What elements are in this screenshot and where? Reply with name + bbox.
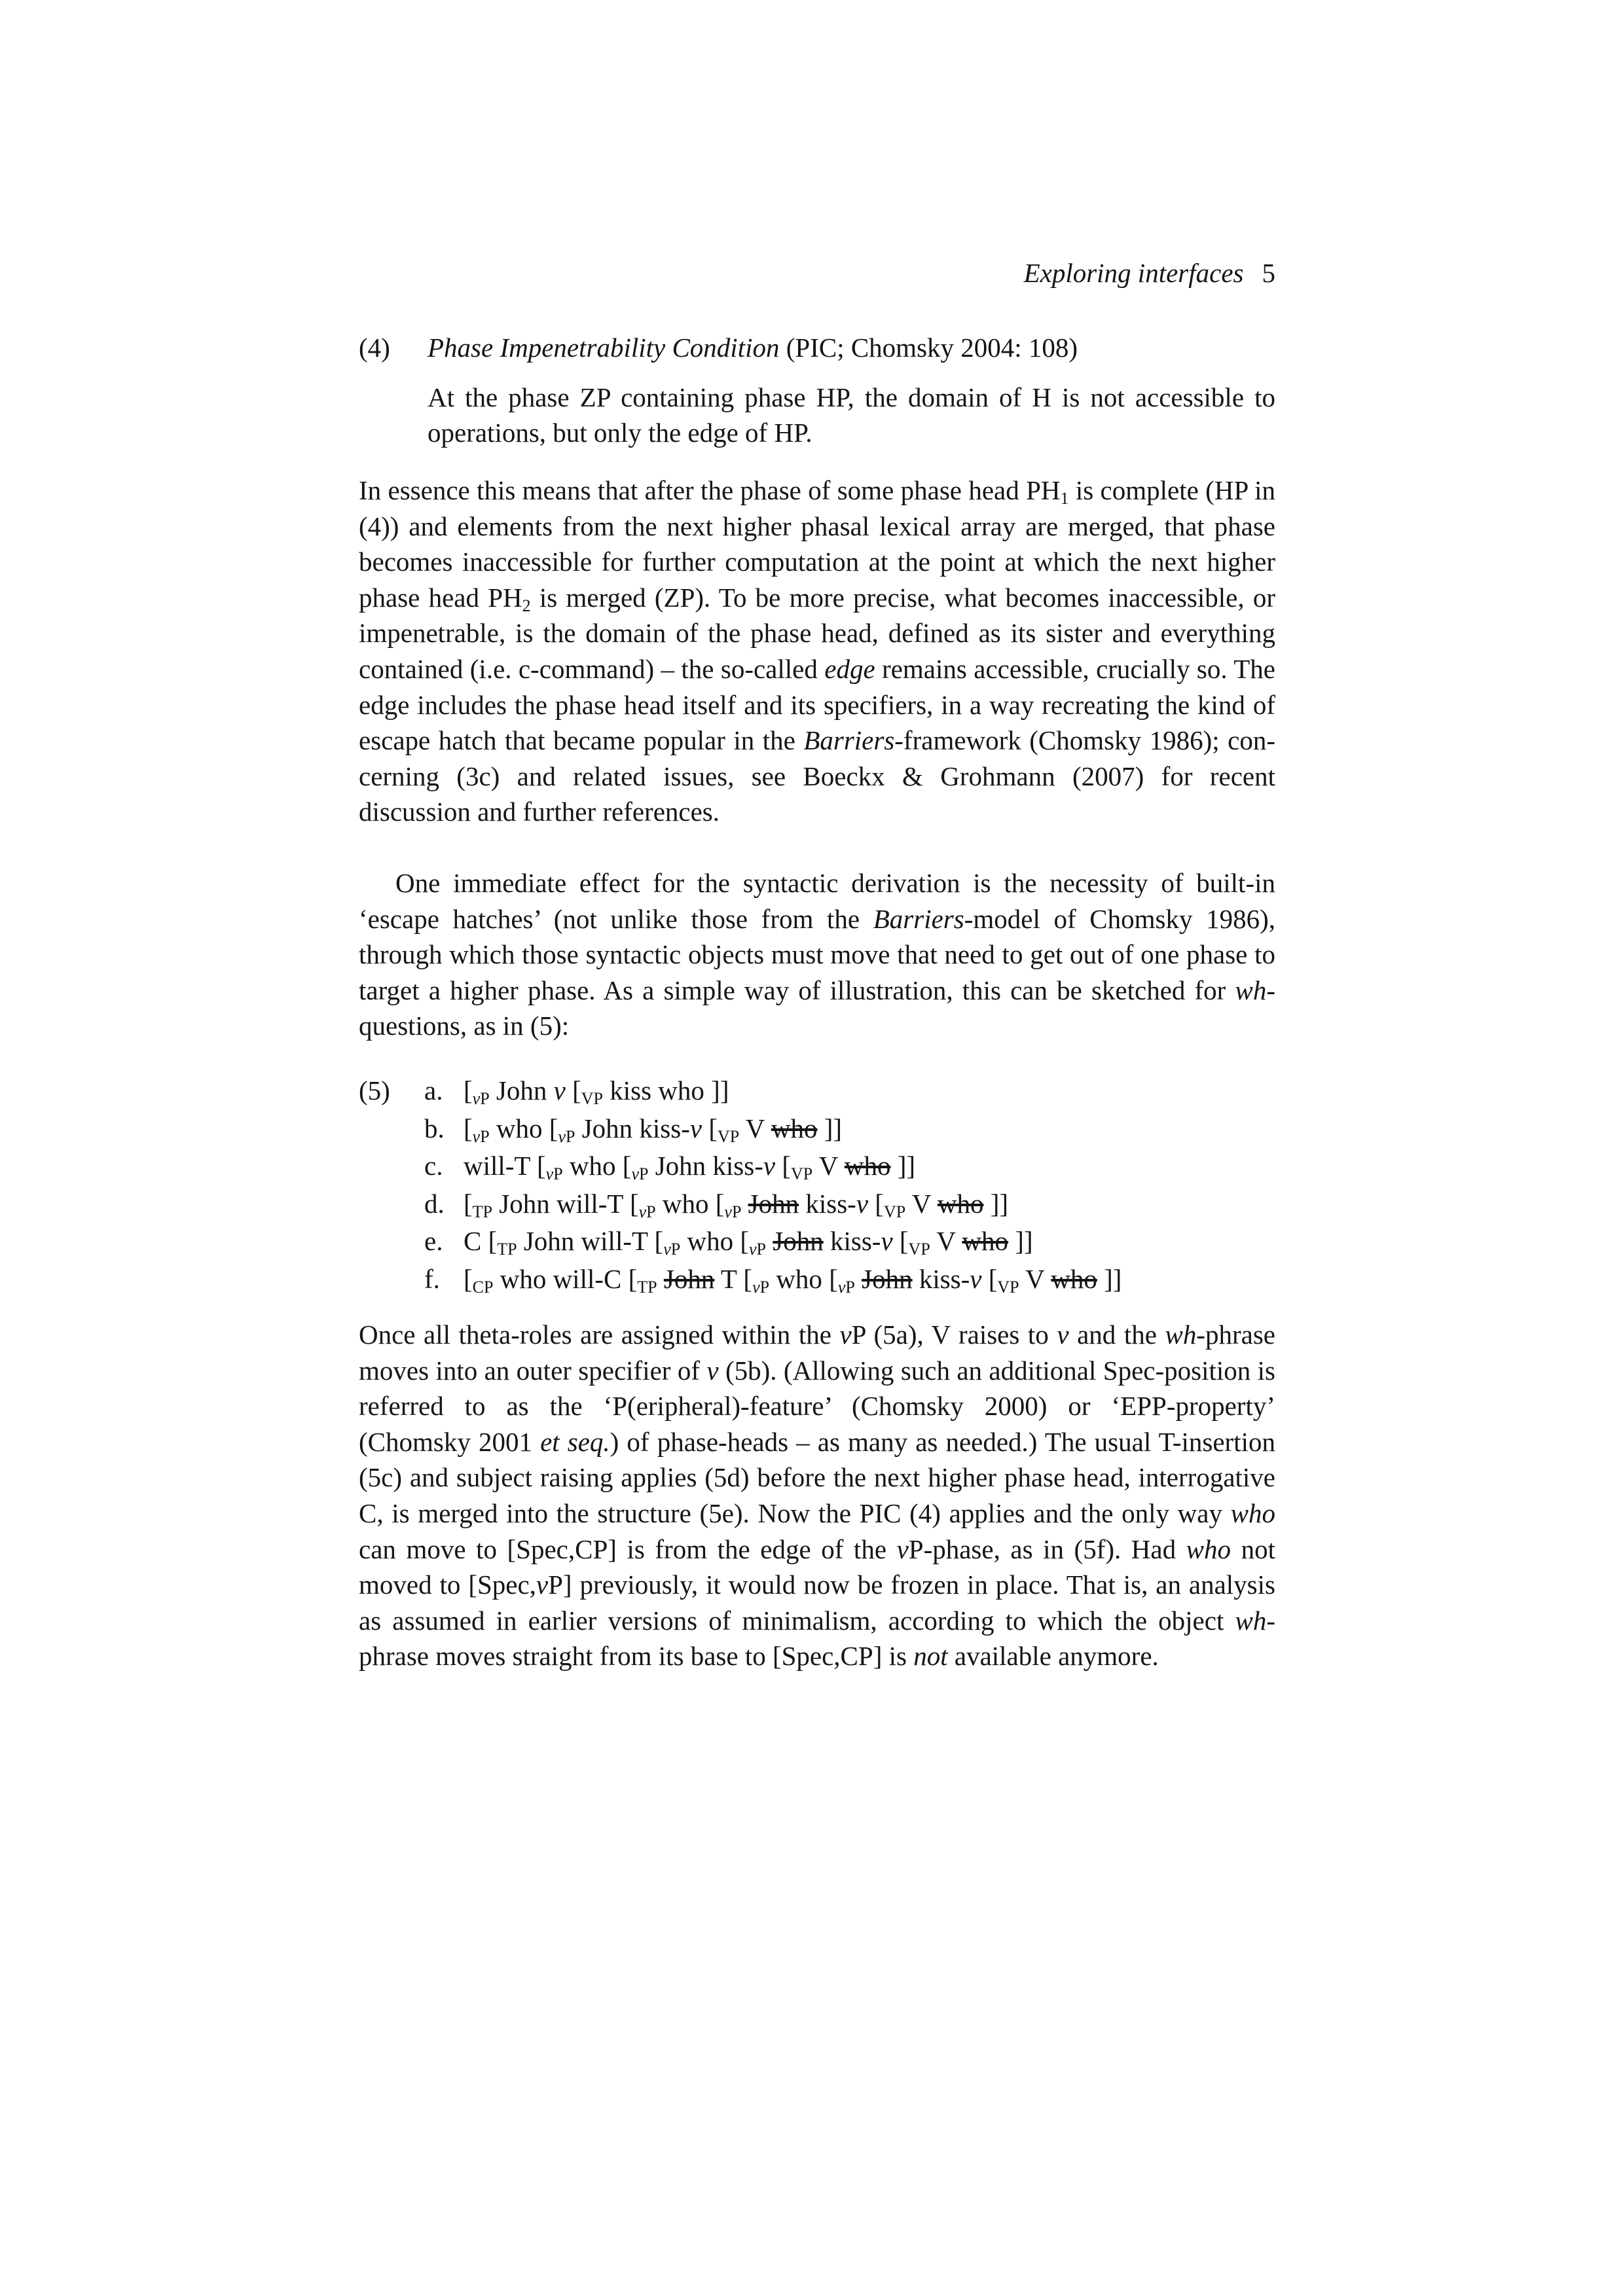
- item-text: [$_{TP}$ John will-T [$_{vP}$ who [$_{vP}$ John kiss-v [$_{VP}$ V who ]]: [464, 1188, 1009, 1221]
- deleted-copy: John: [663, 1263, 715, 1294]
- example-heading: [428, 330, 1275, 365]
- example-5-items: [424, 1072, 1275, 1299]
- word: v: [970, 1263, 982, 1294]
- emphasis: wh: [1235, 1605, 1267, 1636]
- word: John will-T: [523, 1226, 648, 1257]
- deleted-copy: who: [1051, 1263, 1097, 1294]
- word: kiss who ]]: [610, 1075, 729, 1105]
- text-run: available anymore.: [947, 1641, 1159, 1672]
- emphasis: v: [896, 1534, 909, 1564]
- paragraph-2: [359, 865, 1275, 1044]
- label-vp: VP: [581, 1089, 603, 1108]
- label-v: v: [472, 1126, 481, 1146]
- emphasis: v: [536, 1570, 549, 1600]
- word: kiss-: [830, 1226, 881, 1257]
- text-run: is merged (ZP). To be more precise, what becomes inaccessible, or impenetrable, is the domain of the phase head, defined as its sister and everything contained (i.e. c-command) – the so-called: [359, 582, 1275, 684]
- word: John kiss-: [581, 1113, 690, 1143]
- label-vp: VP: [790, 1164, 813, 1184]
- item-text: C [$_{TP}$ John will-T [$_{vP}$ who [$_{vP}$ John kiss-v [$_{VP}$ V who ]]: [464, 1226, 1033, 1259]
- word: v: [553, 1075, 566, 1105]
- word: ]]: [1104, 1263, 1122, 1294]
- text-run: ) of phase-heads – as many as needed.) The usual T-insertion (5c) and subject raising applies (5d) before the next higher phase head, interrogative C, is merged into the structure (5e). Now the PIC (4) applies and the only way: [359, 1426, 1275, 1528]
- principle-source: (PIC; Chomsky 2004: 108): [779, 332, 1078, 363]
- word: who: [776, 1263, 822, 1294]
- text-run: P-phase, as in (5f). Had: [908, 1534, 1186, 1564]
- text-run: P] previously, it would now be frozen in place. That is, an analysis as assumed in earlier versions of minimalism, according to which the object: [359, 1570, 1275, 1636]
- text-run: -model of Chomsky 1986), through which those syntactic objects must move that need to get out of one phase to target a higher phase. As a simple way of illustration, this can be sketched for: [359, 903, 1276, 1005]
- word: ]]: [897, 1151, 916, 1181]
- text-run: -phrase moves into an outer specifier of: [359, 1319, 1275, 1386]
- label-v: v: [748, 1240, 757, 1259]
- example-number: (5): [359, 1075, 390, 1105]
- label-vp: VP: [997, 1277, 1019, 1297]
- text-run: One immediate effect for the syntactic derivation is the necessity of built-in ‘escape hatches’ (not unlike those from the: [359, 868, 1275, 934]
- example-number: (4): [359, 332, 390, 363]
- paragraph-3: [359, 1317, 1275, 1674]
- word: v: [881, 1226, 893, 1257]
- text-run: P (5a), V raises to: [851, 1319, 1057, 1350]
- word: John will-T: [499, 1188, 623, 1219]
- subscript: 1: [1060, 489, 1069, 508]
- emphasis: Barriers: [803, 725, 895, 756]
- emphasis: edge: [824, 653, 875, 684]
- label-v: v: [837, 1277, 846, 1297]
- item-label: a.: [424, 1075, 443, 1105]
- deleted-copy: John: [773, 1226, 824, 1257]
- text-run: not moved to [Spec,: [359, 1534, 1275, 1600]
- item-text: [$_{vP}$ who [$_{vP}$ John kiss-v [$_{VP}$ V who ]]: [464, 1113, 843, 1146]
- label-v: v: [663, 1240, 671, 1259]
- example-item-a: [424, 1072, 1275, 1110]
- text-run: (5b). (Allowing such an additional Spec-position is referred to as the ‘P(eripheral)-feature’ (Chomsky 2000) or ‘EPP-property’ (Chomsky 2001: [359, 1355, 1275, 1457]
- principle-definition: At the phase ZP containing phase HP, the domain of H is not accessible to operations, but only the edge of HP.: [428, 382, 1275, 448]
- label-tp: TP: [497, 1240, 517, 1259]
- emphasis: v: [839, 1319, 852, 1350]
- text-run: Once all theta-roles are assigned within the: [359, 1319, 840, 1350]
- emphasis: v: [1057, 1319, 1069, 1350]
- word: v: [689, 1113, 702, 1143]
- emphasis: who: [1230, 1498, 1275, 1528]
- item-label: f.: [424, 1263, 440, 1294]
- label-v: v: [752, 1277, 760, 1297]
- word: who: [569, 1151, 616, 1181]
- label-tp: TP: [637, 1277, 657, 1297]
- label-v: v: [545, 1164, 554, 1184]
- text-run: remains accessible, crucially so. The edge includes the phase head itself and its specifiers, in a way recreating the kind of escape hatch that became popular in the: [359, 653, 1275, 756]
- label-v: v: [724, 1202, 732, 1221]
- running-title: Exploring interfaces: [1023, 258, 1244, 288]
- word: ]]: [1015, 1226, 1033, 1257]
- item-label: e.: [424, 1226, 443, 1257]
- example-item-d: [424, 1185, 1275, 1223]
- item-label: b.: [424, 1113, 445, 1143]
- deleted-copy: John: [862, 1263, 913, 1294]
- item-label: d.: [424, 1188, 445, 1219]
- deleted-copy: John: [748, 1188, 799, 1219]
- text-run: -questions, as in (5):: [359, 975, 1275, 1041]
- word: will-T: [464, 1151, 530, 1181]
- item-text: will-T [$_{vP}$ who [$_{vP}$ John kiss-v [$_{VP}$ V who ]]: [464, 1151, 916, 1184]
- label-v: v: [558, 1126, 566, 1146]
- word: V: [818, 1151, 838, 1181]
- word: V: [936, 1226, 956, 1257]
- emphasis: who: [1186, 1534, 1231, 1564]
- text-run: can move to [Spec,CP] is from the edge of the: [359, 1534, 897, 1564]
- word: who: [496, 1113, 543, 1143]
- example-item-b: [424, 1110, 1275, 1148]
- emphasis: wh: [1165, 1319, 1197, 1350]
- word: V: [1025, 1263, 1045, 1294]
- word: ]]: [990, 1188, 1009, 1219]
- word: who: [662, 1188, 709, 1219]
- emphasis: et seq.: [540, 1426, 610, 1457]
- deleted-copy: who: [771, 1113, 818, 1143]
- text-run: -phrase moves straight from its base to [Spec,CP] is: [359, 1605, 1275, 1672]
- page-number: 5: [1262, 258, 1275, 288]
- label-v: v: [631, 1164, 639, 1184]
- item-text: [$_{vP}$ John v [$_{VP}$ kiss who ]]: [464, 1075, 729, 1108]
- emphasis: wh: [1235, 975, 1267, 1005]
- word: T [: [720, 1263, 753, 1294]
- paragraph-1: [359, 473, 1275, 830]
- text-run: In essence this means that after the phase of some phase head PH: [359, 475, 1061, 505]
- example-item-e: [424, 1223, 1275, 1261]
- word: kiss-: [919, 1263, 970, 1294]
- word: John: [496, 1075, 547, 1105]
- label-tp: TP: [472, 1202, 492, 1221]
- example-item-c: [424, 1147, 1275, 1185]
- deleted-copy: who: [937, 1188, 984, 1219]
- text-run: and the: [1068, 1319, 1165, 1350]
- label-v: v: [638, 1202, 647, 1221]
- label-vp: VP: [883, 1202, 906, 1221]
- label-vp: VP: [908, 1240, 930, 1259]
- label-v: v: [472, 1089, 481, 1108]
- word: ]]: [824, 1113, 843, 1143]
- deleted-copy: who: [844, 1151, 891, 1181]
- deleted-copy: who: [962, 1226, 1009, 1257]
- item-label: c.: [424, 1151, 443, 1181]
- word: kiss-: [805, 1188, 856, 1219]
- word: V: [745, 1113, 765, 1143]
- word: V: [911, 1188, 931, 1219]
- word: v: [856, 1188, 869, 1219]
- label-cp: CP: [472, 1277, 494, 1297]
- running-header: [359, 257, 1275, 289]
- word: v: [763, 1151, 776, 1181]
- text-run: is complete (HP in (4)) and elements from the next higher phasal lexical array are merged, that phase becomes inaccessible for further computation at the point at which the next higher phase head PH: [359, 475, 1275, 613]
- emphasis: Barriers: [873, 903, 964, 934]
- text-run: -framework (Chomsky 1986); concerning (3c) and related issues, see Boeckx & Grohmann (2007) for recent discussion and further references.: [359, 725, 1275, 827]
- emphasis: v: [706, 1355, 719, 1386]
- word: who: [687, 1226, 734, 1257]
- word: John kiss-: [655, 1151, 763, 1181]
- emphasis: not: [913, 1641, 948, 1672]
- subscript: 2: [522, 596, 531, 615]
- principle-name: Phase Impenetrability Condition: [428, 332, 780, 363]
- label-vp: VP: [717, 1126, 740, 1146]
- item-text: [$_{CP}$ who will-C [$_{TP}$ John T [$_{vP}$ who [$_{vP}$ John kiss-v [$_{VP}$ V who ]]: [464, 1263, 1122, 1297]
- word: who will-C [: [500, 1263, 638, 1294]
- example-item-f: [424, 1261, 1275, 1299]
- word: C [: [464, 1226, 498, 1257]
